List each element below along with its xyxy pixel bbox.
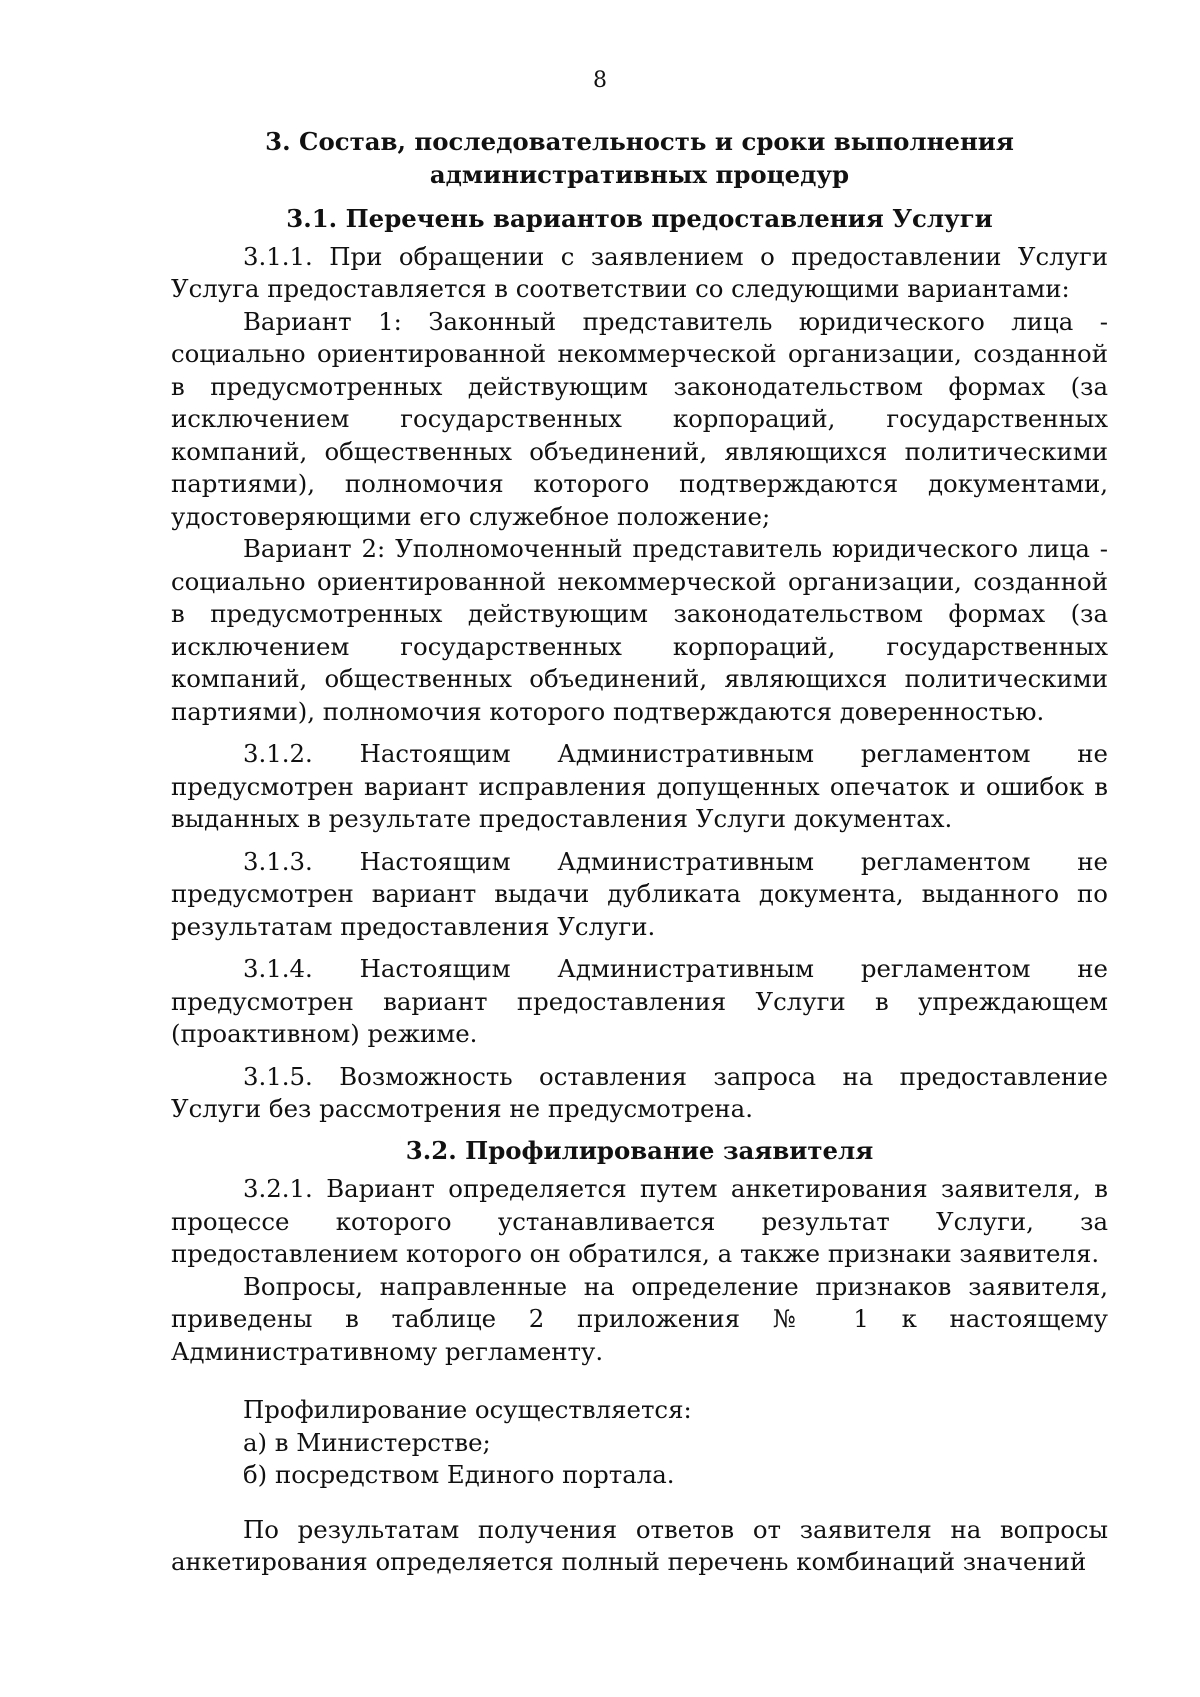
paragraph-profiling: Профилирование осуществляется: <box>243 1395 692 1424</box>
paragraph-questions: Вопросы, направленные на определение признаков заявителя, приведены в таблице 2 приложения № 1 к настоящему Административному регламенту. <box>171 1271 1108 1366</box>
list-item-b: б) посредством Единого портала. <box>243 1460 675 1489</box>
paragraph-3-1-4: 3.1.4. Настоящим Административным регламентом не предусмотрен вариант предоставления Услуги в упреждающем (проактивном) режиме. <box>171 954 1108 1048</box>
document-body <box>171 126 1108 1579</box>
subsection-title-3-2: 3.2. Профилирование заявителя <box>405 1135 874 1165</box>
subsection-title-3-1: 3.1. Перечень вариантов предоставления Услуги <box>286 204 993 233</box>
paragraph-3-1-1: 3.1.1. При обращении с заявлением о предоставлении Услуги Услуга предоставляется в соответствии со следующими вариантами: <box>171 241 1108 303</box>
paragraph-3-1-2: 3.1.2. Настоящим Административным регламентом не предусмотрен вариант исправления допущенных опечаток и ошибок в выданных в результате предоставления Услуги документах. <box>171 739 1108 833</box>
paragraph-results: По результатам получения ответов от заявителя на вопросы анкетирования определяется полный перечень комбинаций значений <box>171 1514 1108 1576</box>
paragraph-3-1-3: 3.1.3. Настоящим Административным регламентом не предусмотрен вариант выдачи дубликата документа, выданного по результатам предоставления Услуги. <box>171 846 1108 941</box>
paragraph-3-2-1: 3.2.1. Вариант определяется путем анкетирования заявителя, в процессе которого устанавливается результат Услуги, за предоставлением которого он обратился, а также признаки заявителя. <box>171 1174 1108 1268</box>
paragraph-3-1-5: 3.1.5. Возможность оставления запроса на предоставление Услуги без рассмотрения не предусмотрена. <box>171 1061 1108 1123</box>
section-title: 3. Состав, последовательность и сроки выполнения административных процедур <box>265 127 1014 189</box>
list-item-a: а) в Министерстве; <box>243 1427 491 1457</box>
paragraph-variant-2: Вариант 2: Уполномоченный представитель юридического лица - социально ориентированной некоммерческой организации, созданной в предусмотренных действующим законодательством формах (за исключением государственных корпораций, государственных компаний, общественных объединений, являющихся политическими партиями), полномочия которого подтверждаются доверенностью. <box>171 534 1108 726</box>
page-number: 8 <box>593 68 607 93</box>
paragraph-variant-1: Вариант 1: Законный представитель юридического лица - социально ориентированной некоммерческой организации, созданной в предусмотренных действующим законодательством формах (за исключением государственных корпораций, государственных компаний, общественных объединений, являющихся политическими партиями), полномочия которого подтверждаются документами, удостоверяющими его служебное положение; <box>171 306 1108 531</box>
